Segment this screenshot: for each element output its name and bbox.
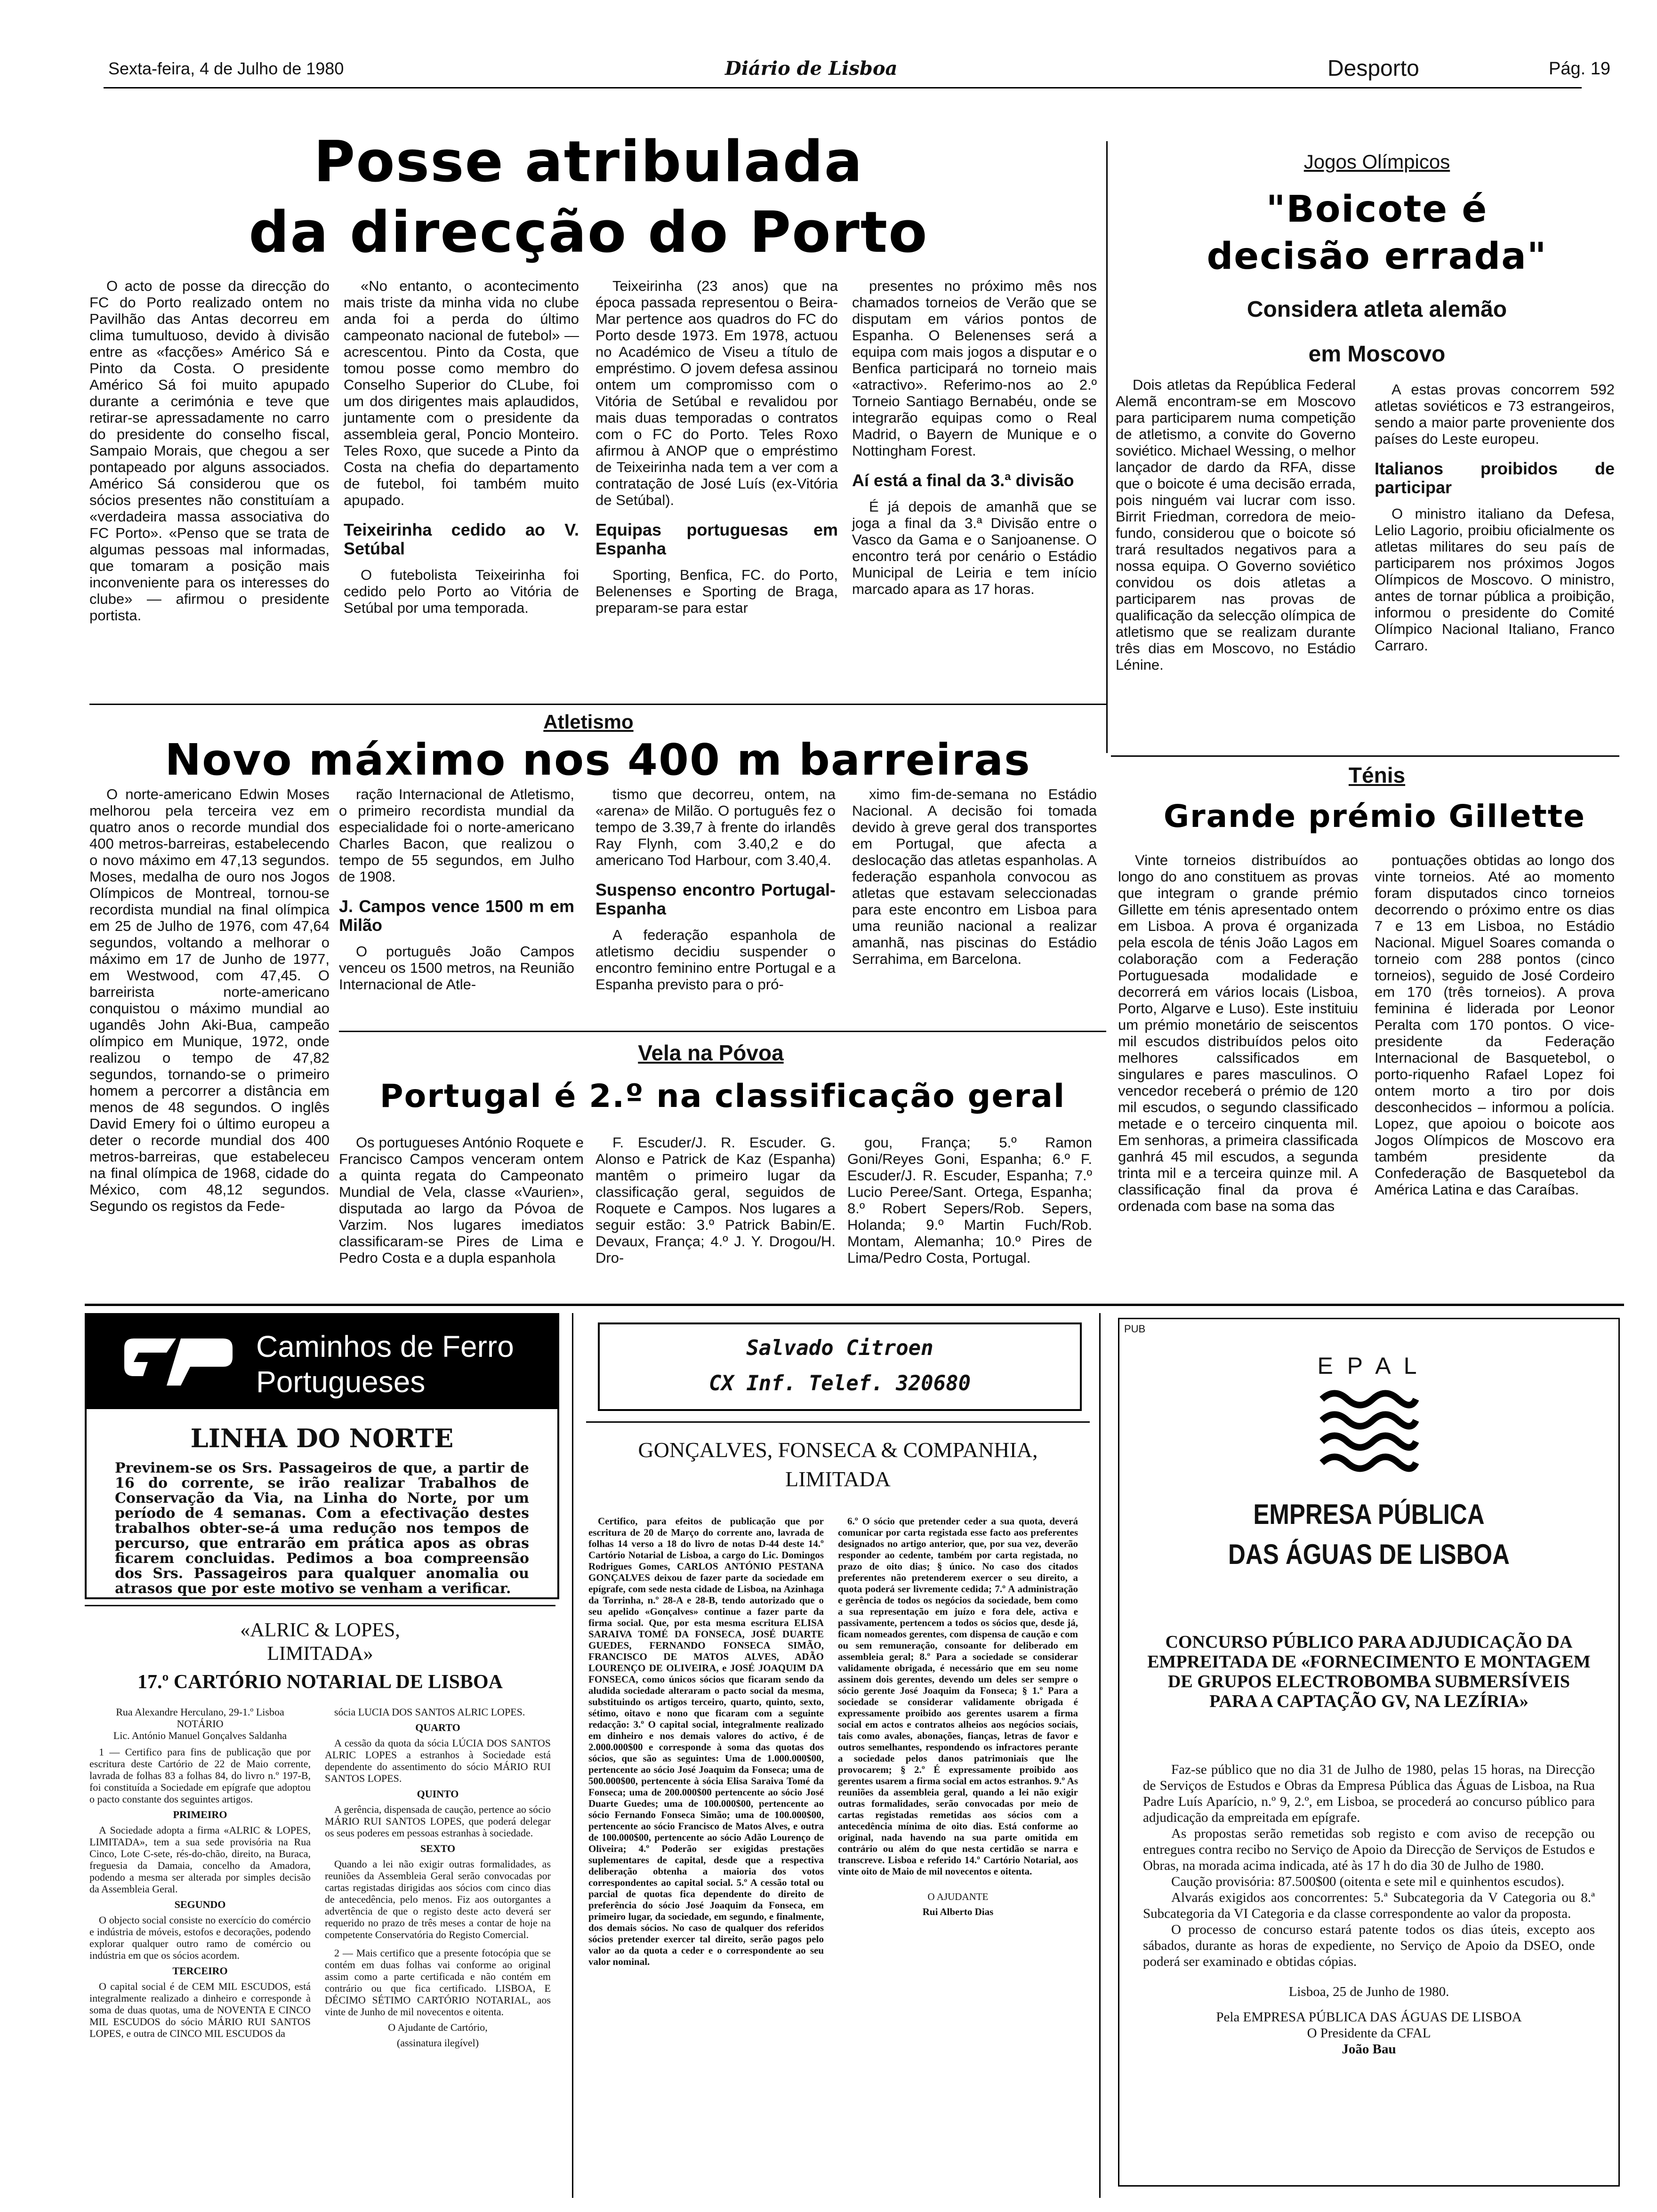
alric-col-1 (89, 1706, 311, 2039)
vela-headline: Portugal é 2.º na classificação geral (379, 1078, 1066, 1115)
olympics-section-label: Jogos Olímpicos (1303, 151, 1450, 173)
epal-name-1: EMPRESA PÚBLICA (1253, 1499, 1485, 1530)
rule-below-cp (85, 1605, 555, 1606)
porto-subhead-equipas: Equipas portuguesas em Espanha (595, 520, 838, 558)
tenis-col-2 (1375, 852, 1615, 1198)
porto-col-4 (852, 278, 1097, 597)
epal-body (1143, 1762, 1595, 2057)
alric-signature-role: O Ajudante de Cartório, (388, 2021, 488, 2033)
alric-article-3-cont: sócia LUCIA DOS SANTOS ALRIC LOPES. (334, 1706, 525, 1718)
porto-col-3 (595, 278, 838, 616)
alric-heading-3: TERCEIRO (172, 1965, 228, 1977)
atletismo-subhead-suspenso: Suspenso encontro Portugal-Espanha (595, 880, 836, 918)
alric-cartorio: 17.º CARTÓRIO NOTARIAL DE LISBOA (137, 1671, 503, 1693)
olympics-headline-2: decisão errada" (1207, 235, 1547, 278)
header-paper: Diário de Lisboa (725, 57, 898, 80)
rule-above-vela (339, 1031, 1106, 1032)
vela-section-label: Vela na Póvoa (638, 1041, 784, 1065)
porto-headline-2: da direcção do Porto (249, 200, 928, 265)
porto-col-1-text: O acto de posse da direcção do FC do Porto realizado ontem no Pavilhão das Antas decorreu em clima tumultuoso, devido à divisão entre as «facções» Américo Sá e Pinto da Costa. O presidente Américo Sá foi muito apupado durante a cerimónia e teve que retirar-se apressadamente no carro do presidente do conselho fiscal, Sampaio Morais, que chegou a ser pontapeado por alguns associados. Américo Sá considerou que os sócios presentes não constituíam a «verdadeira massa associativa do FC Porto». «Penso que se trata de algumas pessoas mal informadas, que tomaram a posição mais inconveniente para os interesses do clube» — afirmou o presidente portista. (89, 278, 330, 624)
goncalves-col-1 (588, 1515, 824, 1967)
epal-date: Lisboa, 25 de Junho de 1980. (1288, 1984, 1449, 1999)
alric-certification: 2 — Mais certifico que a presente fotocópia que se contém em duas folhas vai conforme ao original assim como a parte certificada e não contém em contrário ou que fica certificado. LISBOA, E DÉCIMO SÉTIMO CARTÓRIO NOTARIAL, aos vinte de Junho de mil novecentos e oitenta. (325, 1947, 551, 2018)
epal-paragraph-2: As propostas serão remetidas sob registo e com aviso de recepção ou entregues contra recibo no Serviço de Apoio da Direcção de Serviços de Estudos e Obras, na morada acima indicada, até às 17 h do dia 30 de Julho de 1980. (1143, 1826, 1595, 1873)
column-rule-right (1106, 141, 1108, 753)
olympics-subhead-italianos: Italianos proibidos de participar (1375, 459, 1615, 497)
porto-col-3b-text: Sporting, Benfica, FC. do Porto, Belenenses e Sporting de Braga, preparam-se para estar (595, 567, 838, 616)
epal-pub-label: PUB (1124, 1323, 1146, 1335)
goncalves-col-1-text: Certifico, para efeitos de publicação que por escritura de 20 de Março do corrente ano, lavrada de folhas 14 verso a 18 do livro de notas D-44 deste 14.º Cartório Notarial de Lisboa, a cargo do Lic. Domingos Rodrigues Gomes, CARLOS ANTÓNIO PESTANA GONÇALVES deixou de fazer parte da sociedade em epígrafe, com sede nesta cidade de Lisboa, na Azinhaga da Torrinha, n.º 28-A e 28-B, tendo autorizado que o seu apelido «Gonçalves» continue a fazer parte da firma social. Que, por esta mesma escritura ELISA SARAIVA TOMÉ DA FONSECA, JOSÉ DUARTE GUEDES, FERNANDO FONSECA SIMÃO, FRANCISCO DE MATOS ALVES, ADÃO LOURENÇO DE OLIVEIRA, e JOSÉ JOAQUIM DA FONSECA, como únicos sócios que ficaram sendo da aludida sociedade alteraram o pacto social da mesma, substituindo os artigos terceiro, quarto, quinto, sexto, sétimo, oitavo e nono que ficaram com a seguinte redacção: 3.º O capital social, integralmente realizado em dinheiro e nos demais valores do activo, é de 2.000.000$00 e corresponde à soma das quotas dos sócios, que são as seguintes: Uma de 1.000.000$00, pertencente ao sócio José Joaquim da Fonseca; uma de 500.000$00, pertencente à sócia Elisa Saraiva Tomé da Fonseca; uma de 200.000$00 pertencente ao sócio José Duarte Guedes; uma de 100.000$00, pertencente ao sócio Fernando Fonseca Simão; uma de 100.000$00, pertencente ao sócio Francisco de Matos Alves, e outra de 100.000$00, pertencente ao sócio Adão Lourenço de Oliveira; 4.º Poderão ser exigidas prestações suplementares de capital, desde que a respectiva deliberação obtenha a maioria dos votos correspondentes ao capital social. 5.º A cessão total ou parcial de quotas fica dependente do direito de preferência do sócio José Joaquim da Fonseca, em primeiro lugar, da sociedade, em segundo, e finalmente, dos demais sócios. No caso de qualquer dos referidos sócios pretender exercer tal direito, serão pagos pelo valor ao da quota a ceder e o correspondente ao seu valor nominal. (588, 1515, 824, 1967)
epal-paragraph-1: Faz-se público que no dia 31 de Julho de 1980, pelas 15 horas, na Direcção de Serviços de Estudos e Obras da Empresa Pública das Águas de Lisboa, na Rua Padre Luís Aparício, n.º 9, 2.º, em Lisboa, se procederá ao concurso público para adjudicação da empreitada em epígrafe. (1143, 1762, 1595, 1825)
cp-notice-text: Previnem-se os Srs. Passageiros de que, a partir de 16 do corrente, se irão realizar Trabalhos de Conservação da Via, na Linha do Norte, por um período de 4 semanas. Com a efectivação destes trabalhos obter-se-á uma redução nos tempos de percurso, que entrarão em prática apos as obras ficarem concluidas. Pedimos a boa compreensão dos Srs. Passageiros para qualquer anomalia ou atrasos que por este motivo se venham a verificar. (115, 1460, 529, 1597)
porto-col-1 (89, 278, 330, 624)
vela-col-3-text: gou, França; 5.º Ramon Goni/Reyes Goni, Espanha; 6.º F. Escuder/J. R. Escuder, Espanha; 7.º Lucio Peree/Sant. Ortega, Espanha; 8.º Robert Sepers/Rob. Sepers, Holanda; 9.º Martin Fuch/Rob. Montam, Alemanha; 10.º Pires de Lima/Pedro Costa, Portugal. (847, 1134, 1092, 1266)
atletismo-headline: Novo máximo nos 400 m barreiras (165, 735, 1031, 785)
tenis-headline: Grande prémio Gillette (1163, 798, 1586, 834)
porto-col-4b-text: É já depois de amanhã que se joga a final da 3.ª Divisão entre o Vasco da Gama e o Sanjoanense. O encontro terá por cenário o Estádio Municipal de Leiria e tem início marcado apara as 17 horas. (852, 498, 1097, 597)
tenis-col-2-text: pontuações obtidas ao longo dos vinte torneios. Até ao momento foram disputados cinco torneios decorrendo o próximo entre os dias 7 e 13 em Lisboa, no Estádio Nacional. Miguel Soares comanda o torneio com 288 pontos (cinco torneios), seguido de José Cordeiro em 170 (três torneios). A prova feminina é liderada por Leonor Peralta com 170 pontos. O vice-presidente da Federação Internacional de Basquetebol, o porto-riquenho Rafael Lopez foi ontem morto a tiro por dois desconhecidos – informou a polícia. Lopez, que apoiou o boicote aos Jogos Olímpicos de Moscovo era também presidente da Confederação de Basquetebol da América Latina e das Caraíbas. (1375, 852, 1615, 1198)
porto-col-4-text: presentes no próximo mês nos chamados torneios de Verão que se disputam em vários pontos de Espanha. O Belenenses será a equipa com mais jogos a disputar e o Benfica participará no torneio mais «atractivo». Referimo-nos ao 2.º Torneio Santiago Bernabéu, onde se integrarão equipas como o Real Madrid, o Bayern de Munique e o Nottingham Forest. (852, 278, 1097, 459)
rule-above-goncalves (586, 1421, 1090, 1423)
alric-title-1: «ALRIC & LOPES, (240, 1619, 400, 1641)
rule-ads-1 (572, 1313, 573, 2198)
alric-address: Rua Alexandre Herculano, 29-1.º Lisboa (116, 1706, 284, 1718)
tenis-col-1-text: Vinte torneios distribuídos ao longo do ano constituem as provas que integram o grande prémio Gillette em ténis apresentado ontem em Lisboa. A prova é organizada pela escola de ténis João Lagos em colaboração com a Federação Portuguesada modalidade e decorrerá em vários locais (Lisboa, Porto, Algarve e Luso). Este instituiu um prémio monetário de seiscentos mil escudos distribuídos pelos oito melhores calssificados em singulares e pares masculinos. O vencedor receberá o prémio de 120 mil escudos, o segundo classificado metade e o terceiro cinquenta mil. Em senhoras, a primeira classificada ganhrá 45 mil escudos, a segunda trinta mil e a terceira quinze mil. A classificação final da prova é ordenada com base na soma das (1118, 852, 1358, 1214)
alric-col-2 (325, 1706, 551, 2049)
alric-title-2: LIMITADA» (267, 1643, 373, 1665)
alric-heading-5: QUINTO (417, 1788, 459, 1800)
porto-col-3-text: Teixeirinha (23 anos) que na época passada representou o Beira-Mar pertence aos quadros do FC do Porto desde 1973. Em 1978, actuou no Académico de Viseu a título de empréstimo. O jovem defesa assinou ontem um compromisso com o Vitória de Setúbal e revalidou por mais duas temporadas o contratos com o FC do Porto. Teles Roxo afirmou à ANOP que o empréstimo de Teixeirinha nada tem a ver com a contratação de José Luís (ex-Vitória de Setúbal). (595, 278, 838, 508)
atletismo-col-4 (852, 786, 1097, 967)
atletismo-col-4-text: ximo fim-de-semana no Estádio Nacional. A decisão foi tomada devido à greve geral dos transportes em Portugal, que afecta a deslocação das atletas espanholas. A federação espanhola convocou as atletas que estavam seleccionadas para este encontro em Lisboa para uma reunião nacional a realizar amanhã, nas piscinas do Estádio Serrahima, em Barcelona. (852, 786, 1097, 967)
porto-headline-1: Posse atribulada (314, 129, 863, 195)
olympics-headline-1: "Boicote é (1266, 188, 1488, 231)
header-date: Sexta-feira, 4 de Julho de 1980 (108, 59, 344, 78)
epal-advertisement (1118, 1318, 1620, 2187)
olympics-col-2-text: A estas provas concorrem 592 atletas soviéticos e 73 estrangeiros, sendo a maior parte proveniente dos países do Leste europeu. (1375, 381, 1615, 447)
cp-logo-icon (120, 1334, 237, 1390)
vela-col-1-text: Os portugueses António Roquete e Francisco Campos venceram ontem a quinta regata do Campeonato Mundial de Vela, classe «Vaurien», disputada ao largo da Póvoa de Varzim. Nos lugares imediatos classificaram-se Pires de Lima e Pedro Costa e a dupla espanhola (339, 1134, 584, 1266)
porto-subhead-final: Aí está a final da 3.ª divisão (852, 471, 1074, 490)
olympics-subtitle-2: em Moscovo (1308, 342, 1446, 367)
vela-col-1 (339, 1134, 584, 1266)
olympics-col-2 (1375, 381, 1615, 654)
vela-col-2-text: F. Escuder/J. R. Escuder. G. Alonso e Patrick de Kaz (Espanha) mantêm o primeiro lugar da classificação geral, seguidos de Roquete e Campos. Nos lugares a seguir estão: 3.º Patrick Babin/E. Devaux, França; 4.º J. Y. Drogou/H. Dro- (595, 1134, 836, 1266)
goncalves-signature-role: O AJUDANTE (927, 1891, 989, 1902)
cp-advertisement (85, 1313, 559, 1599)
citroen-advertisement (598, 1322, 1082, 1411)
tenis-col-1 (1118, 852, 1358, 1214)
olympics-col-1-text: Dois atletas da República Federal Alemã encontram-se em Moscovo para participarem numa competição de atletismo, a convite do Governo soviético. Michael Wessing, o melhor lançador de dardo da RFA, disse que o boicote é uma decisão errada, pois ninguém vai lucrar com isso. Birrit Friedman, corredora de meio-fundo, considerou que o boicote só trará resultados negativos para a nossa equipa. O Governo soviético convidou os dois atletas a participarem nas provas de qualificação da selecção olímpica de atletismo que se realizam durante três dias em Moscovo, no Estádio Lénine. (1116, 377, 1356, 673)
olympics-col-1 (1116, 377, 1356, 673)
alric-article-4: A cessão da quota da sócia LÚCIA DOS SANTOS ALRIC LOPES a estranhos à Sociedade está dependente do assentimento do sócio MÁRIO RUI SANTOS LOPES. (325, 1737, 551, 1784)
header-section: Desporto (1327, 56, 1419, 81)
goncalves-col-2 (838, 1515, 1078, 1921)
epal-waves-icon (1317, 1385, 1421, 1475)
atletismo-col-1 (89, 786, 330, 1214)
epal-signature-1: Pela EMPRESA PÚBLICA DAS ÁGUAS DE LISBOA (1216, 2010, 1522, 2025)
epal-signature-2: O Presidente da CFAL (1307, 2026, 1431, 2041)
rule-ads-2 (1099, 1313, 1101, 2198)
alric-heading-6: SEXTO (420, 1843, 456, 1854)
atletismo-col-1-text: O norte-americano Edwin Moses melhorou pela terceira vez em quatro anos o recorde mundial dos 400 metros-barreiras, estabelecendo o novo máximo em 47,13 segundos. Moses, medalha de ouro nos Jogos Olímpicos de Montreal, tornou-se recordista mundial na final olímpica em 25 de Julho de 1976, com 47,64 segundos, voltando a melhorar o máximo em 17 de Junho de 1977, em Westwood, com 47,45. O barreirista norte-americano conquistou o máximo mundial ao ugandês John Aki-Bua, campeão olímpico em Munique, 1972, onde realizou o tempo de 47,82 segundos, tornando-se o primeiro homem a percorrer a distância em menos de 48 segundos. O inglês David Emery foi o último europeu a deter o recorde mundial dos 400 metros-barreiras, que estabeleceu na final olímpica de 1968, cidade do México, com 48,12 segundos. Segundo os registos da Fede- (89, 786, 330, 1214)
epal-tender-title: CONCURSO PÚBLICO PARA ADJUDICAÇÃO DA EMPREITADA DE «FORNECIMENTO E MONTAGEM DE GRUPOS ELECTROBOMBA SUBMERSÍVEIS PARA A CAPTAÇÃO GV, NA LEZÍRIA» (1147, 1632, 1591, 1711)
porto-col-2b-text: O futebolista Teixeirinha foi cedido pelo Porto ao Vitória de Setúbal por uma temporada. (344, 567, 579, 616)
tenis-section-label: Ténis (1348, 763, 1406, 787)
alric-article-6: Quando a lei não exigir outras formalidades, as reuniões da Assembleia Geral serão convocadas por cartas registadas dirigidas aos sócios com cinco dias de antecedência, pelo menos. Fiz aos outorgantes a advertência de que o registo deste acto deverá ser requerido no prazo de três meses a contar de hoje na competente Conservatória do Registo Comercial. (325, 1858, 551, 1940)
vela-col-3 (847, 1134, 1092, 1266)
atletismo-col-2 (339, 786, 574, 993)
alric-notario-name: Lic. António Manuel Gonçalves Saldanha (113, 1730, 287, 1741)
atletismo-col-3 (595, 786, 836, 993)
atletismo-col-3b-text: A federação espanhola de atletismo decidiu suspender o encontro feminino entre Portugal e a Espanha previsto para o pró- (595, 927, 836, 993)
atletismo-subhead-campos: J. Campos vence 1500 m em Milão (339, 897, 574, 935)
atletismo-section-label: Atletismo (543, 711, 634, 733)
cp-name-1: Caminhos de Ferro (256, 1330, 514, 1363)
vela-col-2 (595, 1134, 836, 1266)
alric-intro: 1 — Certifico para fins de publicação que por escritura deste Cartório de 22 de Maio corrente, lavrada de folhas 83 a folhas 84, do livro n.º 197-B, foi constituída a Sociedade em epígrafe que adoptou o pacto constante dos seguintes artigos. (89, 1746, 311, 1805)
alric-article-2: O objecto social consiste no exercício do comércio e indústria de móveis, estofos e decorações, podendo explorar qualquer outro ramo de comércio ou indústria em que os sócios acordem. (89, 1914, 311, 1961)
goncalves-col-2-text: 6.º O sócio que pretender ceder a sua quota, deverá comunicar por carta registada esse facto aos preferentes designados no artigo anterior, que, por sua vez, deverão responder ao cedente, também por carta registada, no prazo de oito dias; § único. No caso dos citados preferentes não pretenderem exercer o seu direito, a quota poderá ser livremente cedida; 7.º A administração e gerência de todos os negócios da sociedade, bem como a sua representação em juízo e fora dele, activa e passivamente, pertencem a todos os sócios que, desde já, ficam nomeados gerentes, com dispensa de caução e com ou sem remuneração, consoante for deliberado em assembleia geral; 8.º Para a sociedade se considerar validamente obrigada, é necessário que em seu nome assinem dois gerentes, devendo um deles ser sempre o sócio gerente José Joaquim da Fonseca; § 1.º Para a sociedade se considerar validamente obrigada é expressamente proibido aos gerentes usarem a firma social em actos e contratos alheios aos negócios sociais, tais como avales, abonações, fianças, letras de favor e outros semelhantes, respondendo os infractores perante a sociedade pelos danos patrimoniais que lhe provocarem; § 2.º É expressamente proibido aos gerentes usarem a firma social em actos estranhos. 9.º As reuniões da assembleia geral, quando a lei não exigir outras formalidades, serão convocadas por meio de cartas registadas remetidas aos sócios com a antecedência mínima de oito dias. Está conforme ao original, nada havendo na sua parte omitida em contrário ou além do que nesta certidão se narra e transcreve. Lisboa e referido 14.º Cartório Notarial, aos vinte oito de Maio de mil novecentos e oitenta. (838, 1515, 1078, 1877)
alric-article-1: A Sociedade adopta a firma «ALRIC & LOPES, LIMITADA», tem a sua sede provisória na Rua Cinco, Lote C-sete, rés-do-chão, direito, na Buraca, freguesia da Damaia, concelho da Amadora, podendo a mesma ser alterada por simples decisão da Assembleia Geral. (89, 1824, 311, 1895)
goncalves-title: GONÇALVES, FONSECA & COMPANHIA, LIMITADA (638, 1438, 1038, 1491)
epal-logo-text: E P A L (1317, 1353, 1421, 1379)
rule-below-porto (89, 704, 1106, 705)
page-header (0, 0, 1657, 81)
alric-article-5: A gerência, dispensada de caução, pertence ao sócio MÁRIO RUI SANTOS LOPES, que poderá delegar os seus poderes em pessoas estranhas à sociedade. (325, 1803, 551, 1839)
atletismo-col-3-text: tismo que decorreu, ontem, na «arena» de Milão. O português fez o tempo de 3.39,7 à frente do irlandês Ray Flynh, com 3.40,2 e do americano Tod Harbour, com 3.40,4. (595, 786, 836, 868)
atletismo-col-2-text: ração Internacional de Atletismo, o primeiro recordista mundial da especialidade foi o norte-americano Charles Bacon, que realizou o tempo de 55 segundos, em Julho de 1908. (339, 786, 574, 885)
goncalves-signature-name: Rui Alberto Dias (922, 1906, 994, 1917)
citroen-line-2: CX Inf. Telef. 320680 (708, 1371, 971, 1395)
cp-name-2: Portugueses (256, 1365, 426, 1399)
alric-notario: NOTÁRIO (177, 1718, 224, 1730)
alric-heading-2: SEGUNDO (174, 1899, 226, 1910)
alric-heading-4: QUARTO (415, 1722, 460, 1733)
porto-col-2-text: «No entanto, o acontecimento mais triste da minha vida no clube anda foi a perda do último campeonato nacional de futebol» — acrescentou. Pinto da Costa, que tomou posse como membro do Conselho Superior do CLube, foi um dos dirigentes mais aplaudidos, juntamente com o presidente da assembleia geral, Poncio Monteiro. Teles Roxo, que sucede a Pinto da Costa na chefia do departamento de futebol, foi também muito apupado. (344, 278, 579, 508)
epal-name-2: DAS ÁGUAS DE LISBOA (1228, 1539, 1510, 1570)
olympics-subtitle-1: Considera atleta alemão (1247, 297, 1507, 322)
epal-paragraph-5: O processo de concurso estará patente todos os dias úteis, excepto aos sábados, durante as horas de expediente, no Serviço de Apoio da DSEO, onde poderá ser examinado e obtidas cópias. (1143, 1922, 1595, 1969)
rule-above-ads (85, 1304, 1624, 1306)
cp-title: LINHA DO NORTE (190, 1423, 454, 1453)
header-page: Pág. 19 (1549, 59, 1610, 79)
atletismo-col-2b-text: O português João Campos venceu os 1500 metros, na Reunião Internacional de Atle- (339, 943, 574, 993)
citroen-line-1: Salvado Citroen (746, 1336, 933, 1360)
alric-heading-1: PRIMEIRO (173, 1809, 227, 1820)
epal-paragraph-4: Alvarás exigidos aos concorrentes: 5.ª Subcategoria da V Categoria ou 8.ª Subcategoria da VI Categoria e da classe correspondente ao valor da proposta. (1143, 1890, 1595, 1921)
alric-article-3: O capital social é de CEM MIL ESCUDOS, está integralmente realizado a dinheiro e corresponde à soma de duas quotas, uma de NOVENTA E CINCO MIL ESCUDOS do sócio MÁRIO RUI SANTOS LOPES, e outra de CINCO MIL ESCUDOS da (89, 1980, 311, 2039)
alric-signature: (assinatura ilegível) (396, 2037, 479, 2049)
porto-subhead-teixeirinha: Teixeirinha cedido ao V. Setúbal (344, 520, 579, 558)
epal-signature-3: João Bau (1342, 2042, 1396, 2057)
rule-above-tenis (1111, 755, 1619, 757)
epal-paragraph-3: Caução provisória: 87.500$00 (oitenta e sete mil e quinhentos escudos). (1171, 1874, 1565, 1889)
header-rule (104, 87, 1582, 88)
olympics-col-2b-text: O ministro italiano da Defesa, Lelio Lagorio, proibiu oficialmente os atletas militares do seu país de participarem nos próximos Jogos Olímpicos de Moscovo. O ministro, antes de tornar pública a proibição, informou o presidente do Comité Olímpico Nacional Italiano, Franco Carraro. (1375, 505, 1615, 654)
porto-col-2 (344, 278, 579, 616)
